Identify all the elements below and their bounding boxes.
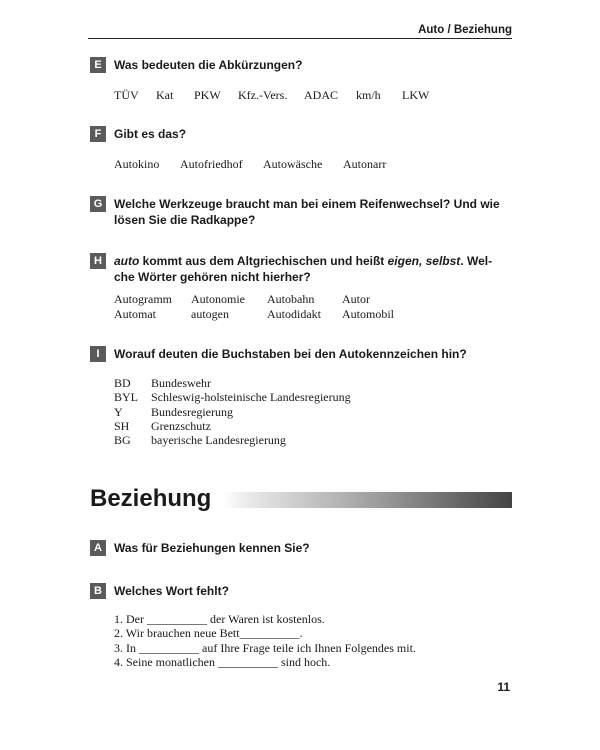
section-i-abbreviations xyxy=(114,376,494,447)
section-b-question: Welches Wort fehlt? xyxy=(114,584,229,598)
section-h-question-line2: che Wörter gehören nicht hierher? xyxy=(114,270,311,284)
word-item: Autor xyxy=(342,292,370,306)
section-g xyxy=(90,196,520,228)
abbreviation-meaning: Bundesregierung xyxy=(151,404,233,419)
section-g-badge: G xyxy=(90,196,106,212)
abbreviation-row xyxy=(114,433,494,447)
section-h-question xyxy=(114,253,520,285)
section-b xyxy=(90,583,520,599)
abbreviation-code: Y xyxy=(114,404,123,419)
header-rule xyxy=(88,38,512,39)
abbreviation-code: BG xyxy=(114,433,131,448)
section-f-badge: F xyxy=(90,126,106,142)
word-item: Autobahn xyxy=(267,292,315,306)
word-item: Automobil xyxy=(342,306,395,321)
list-item: ADAC xyxy=(304,88,339,102)
abbreviation-row xyxy=(114,405,494,419)
section-i-question: Worauf deuten die Buchstaben bei den Autokennzeichen hin? xyxy=(114,347,467,361)
page-number: 11 xyxy=(497,680,510,694)
list-item: TÜV xyxy=(114,88,139,102)
sentence-item: 1. Der __________ der Waren ist kostenlos. xyxy=(114,612,325,626)
word-item: Automat xyxy=(114,306,156,321)
word-item: Autodidakt xyxy=(267,306,321,321)
abbreviation-row xyxy=(114,390,494,404)
sentence-item: 4. Seine monatlichen __________ sind hoch. xyxy=(114,654,331,669)
list-item: Autonarr xyxy=(343,157,387,171)
list-item: Kfz.-Vers. xyxy=(238,88,288,102)
section-g-question xyxy=(114,196,520,228)
section-g-question-line1: Welche Werkzeuge braucht man bei einem Reifenwechsel? Und wie xyxy=(114,197,500,211)
section-e-badge: E xyxy=(90,57,106,73)
section-a-badge: A xyxy=(90,540,106,556)
list-item: PKW xyxy=(194,88,221,102)
chapter-gradient-bar xyxy=(222,492,512,508)
list-item: km/h xyxy=(356,88,381,102)
list-item: Autokino xyxy=(114,157,160,171)
abbreviation-code: SH xyxy=(114,418,130,433)
term-meaning: eigen, selbst xyxy=(387,254,461,268)
section-e-question: Was bedeuten die Abkürzungen? xyxy=(114,58,303,72)
section-b-sentences xyxy=(114,612,416,669)
section-f xyxy=(90,126,520,142)
word-item: autogen xyxy=(191,306,229,321)
list-item: LKW xyxy=(402,88,430,102)
abbreviation-meaning: Bundeswehr xyxy=(151,376,211,390)
term-auto: auto xyxy=(114,254,140,268)
abbreviation-meaning: Schleswig-holsteinische Landesregierung xyxy=(151,390,351,405)
section-h-badge: H xyxy=(90,253,106,269)
abbreviation-row xyxy=(114,419,494,433)
word-item: Autogramm xyxy=(114,292,172,306)
section-h-question-line1 xyxy=(114,253,520,269)
list-item: Kat xyxy=(156,88,174,102)
sentence-item: 2. Wir brauchen neue Bett__________. xyxy=(114,626,303,641)
word-item: Autonomie xyxy=(191,292,245,306)
section-f-question: Gibt es das? xyxy=(114,127,187,141)
running-header: Auto / Beziehung xyxy=(418,24,512,36)
abbreviation-code: BYL xyxy=(114,390,138,405)
section-h xyxy=(90,253,520,285)
question-text: kommt aus dem Altgriechischen und heißt xyxy=(139,254,388,268)
section-e xyxy=(90,57,520,73)
list-item: Autofriedhof xyxy=(180,157,243,171)
abbreviation-meaning: Grenzschutz xyxy=(151,418,211,433)
section-g-question-line2: lösen Sie die Radkappe? xyxy=(114,213,256,227)
section-a-question: Was für Beziehungen kennen Sie? xyxy=(114,541,310,555)
chapter-title: Beziehung xyxy=(90,485,212,512)
section-a xyxy=(90,540,520,556)
question-text: . Wel- xyxy=(460,254,493,268)
abbreviation-meaning: bayerische Landesregierung xyxy=(151,433,286,448)
list-item: Autowäsche xyxy=(263,157,323,171)
section-i xyxy=(90,346,520,362)
abbreviation-code: BD xyxy=(114,376,131,390)
section-b-badge: B xyxy=(90,583,106,599)
sentence-item: 3. In __________ auf Ihre Frage teile ich Ihnen Folgendes mit. xyxy=(114,640,416,655)
section-i-badge: I xyxy=(90,346,106,362)
abbreviation-row xyxy=(114,376,494,390)
